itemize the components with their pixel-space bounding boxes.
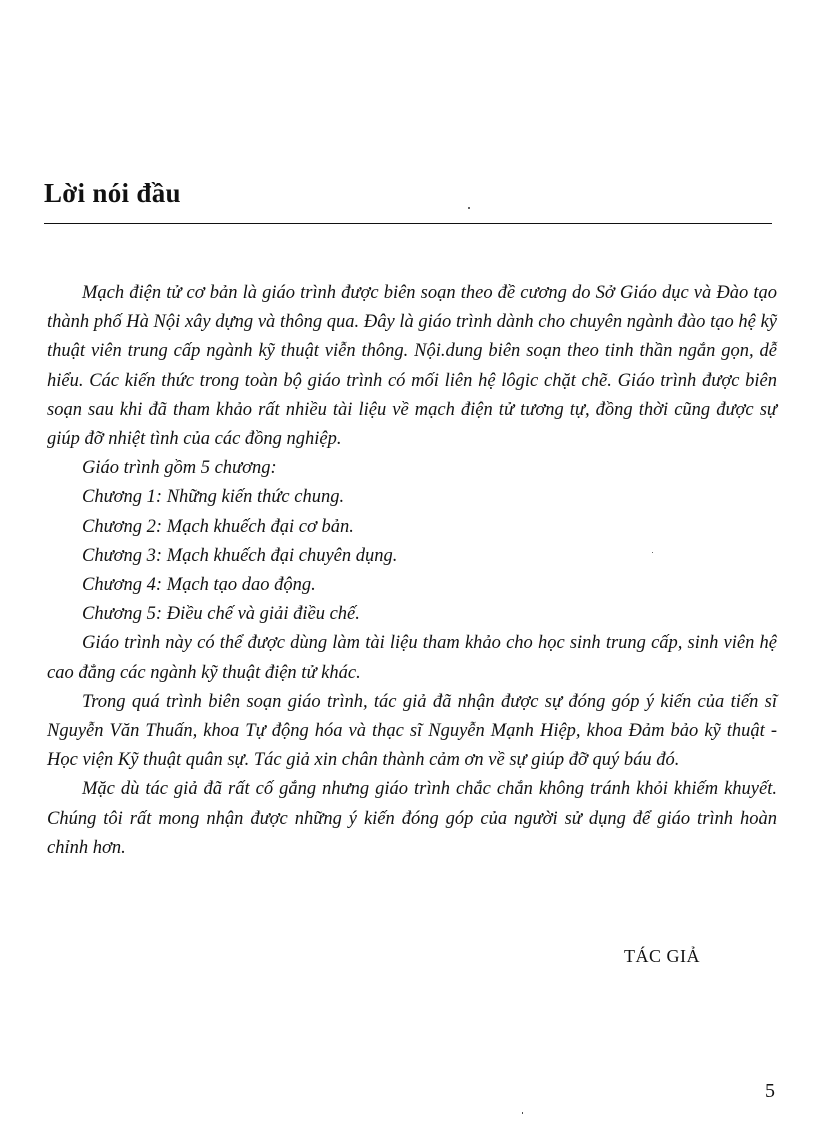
page-title: Lời nói đầu [44,178,181,208]
scan-speck [522,1112,523,1114]
paragraph-intro: Mạch điện tử cơ bản là giáo trình được biên soạn theo đề cương do Sở Giáo dục và Đào tạo thành phố Hà Nội xây dựng và thông qua. Đây là giáo trình dành cho chuyên ngành đào tạo hệ kỹ thuật viên trung cấp ngành kỹ thuật viễn thông. Nội.dung biên soạn theo tinh thần ngắn gọn, dễ hiểu. Các kiến thức trong toàn bộ giáo trình có mối liên hệ lôgic chặt chẽ. Giáo trình được biên soạn sau khi đã tham khảo rất nhiều tài liệu về mạch điện tử tương tự, đồng thời cũng được sự giúp đỡ nhiệt tình của các đồng nghiệp. [47,283,777,450]
chapter-item-5: Chương 5: Điều chế và giải điều chế. [82,604,360,625]
paragraph-usage: Giáo trình này có thể được dùng làm tài liệu tham khảo cho học sinh trung cấp, sinh viên hệ cao đẳng các ngành kỹ thuật điện tử khác. [47,633,777,683]
paragraph-closing: Mặc dù tác giả đã rất cố gắng nhưng giáo trình chắc chắn không tránh khỏi khiếm khuyết. Chúng tôi rất mong nhận được những ý kiến đóng góp của người sử dụng để giáo trình hoàn chỉnh hơn. [47,779,777,858]
paragraph-thanks: Trong quá trình biên soạn giáo trình, tác giả đã nhận được sự đóng góp ý kiến của tiến sĩ Nguyễn Văn Thuấn, khoa Tự động hóa và thạc sĩ Nguyễn Mạnh Hiệp, khoa Đảm bảo kỹ thuật - Học viện Kỹ thuật quân sự. Tác giả xin chân thành cảm ơn về sự giúp đỡ quý báu đó. [47,691,777,771]
paragraph-chapters-intro: Giáo trình gồm 5 chương: [82,458,277,479]
title-underline [44,223,772,224]
chapter-item-3: Chương 3: Mạch khuếch đại chuyên dụng. [82,545,398,566]
scan-speck [652,552,653,553]
chapter-item-1: Chương 1: Những kiến thức chung. [82,487,345,508]
chapter-item-4: Chương 4: Mạch tạo dao động. [82,575,316,596]
author-signature: TÁC GIẢ [624,946,700,966]
page-number: 5 [765,1080,775,1102]
scan-speck [468,207,470,209]
preface-body [47,279,777,863]
chapter-item-2: Chương 2: Mạch khuếch đại cơ bản. [82,516,354,537]
